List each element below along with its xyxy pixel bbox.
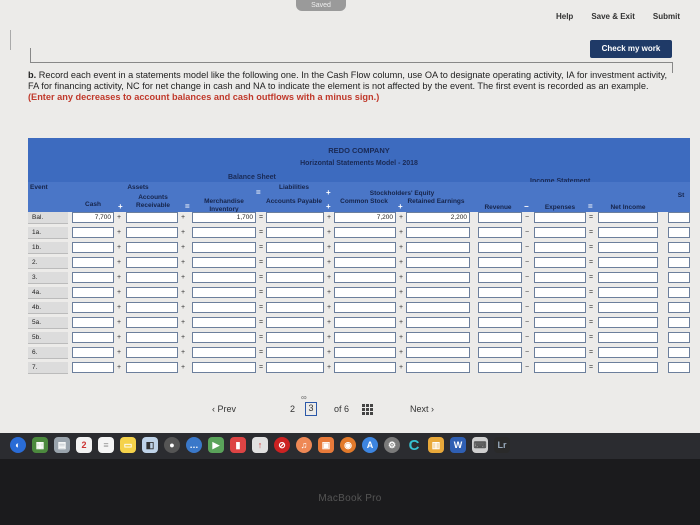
table-row <box>28 257 690 269</box>
operator-symbol: = <box>258 229 264 236</box>
operator-symbol: = <box>588 304 594 311</box>
balance-sheet-title: Balance Sheet <box>228 174 276 181</box>
common-stock-header: Common Stock <box>340 198 388 205</box>
re-input[interactable] <box>406 227 470 238</box>
rev-input[interactable] <box>478 257 522 268</box>
operator-symbol: − <box>524 274 530 281</box>
operator-symbol: + <box>398 244 404 251</box>
operator-symbol: + <box>180 259 186 266</box>
operator-symbol: + <box>116 319 122 326</box>
operator-symbol: + <box>180 244 186 251</box>
operator-symbol: = <box>258 319 264 326</box>
operator-symbol: + <box>116 214 122 221</box>
cash-input[interactable]: 7,700 <box>72 212 114 223</box>
table-row <box>28 272 690 284</box>
equals-operator: = <box>185 202 190 211</box>
operator-symbol: + <box>398 304 404 311</box>
operator-symbol: + <box>326 244 332 251</box>
instructions-warning: (Enter any decreases to account balances and cash outflows with a minus sign.) <box>28 92 380 102</box>
ar-input[interactable] <box>126 287 178 298</box>
photo-booth-icon[interactable]: ◉ <box>340 437 356 453</box>
inv-input[interactable] <box>192 302 256 313</box>
ni-input[interactable] <box>598 242 658 253</box>
stickies-icon[interactable]: ▭ <box>120 437 136 453</box>
prev-button[interactable]: ‹ Prev <box>212 404 237 414</box>
equals-operator: = <box>256 188 261 197</box>
page-total: of 6 <box>334 404 350 414</box>
operator-symbol: = <box>588 244 594 251</box>
plus-operator: + <box>326 188 331 197</box>
operator-symbol: + <box>116 364 122 371</box>
ar-input[interactable] <box>126 347 178 358</box>
ap-input[interactable] <box>266 332 324 343</box>
exp-input[interactable] <box>534 227 586 238</box>
operator-symbol: + <box>326 304 332 311</box>
inv-input[interactable] <box>192 332 256 343</box>
ap-input[interactable] <box>266 287 324 298</box>
cash-input[interactable] <box>72 227 114 238</box>
operator-symbol: + <box>398 364 404 371</box>
part-label: b. <box>28 70 37 80</box>
exp-input[interactable] <box>534 332 586 343</box>
cs-input[interactable]: 7,200 <box>334 212 396 223</box>
cs-input[interactable] <box>334 347 396 358</box>
cash-header: Cash <box>85 201 101 208</box>
company-name: REDO COMPANY <box>328 146 390 155</box>
ni-input[interactable] <box>598 272 658 283</box>
operator-symbol: + <box>116 334 122 341</box>
table-row <box>28 212 690 224</box>
operator-symbol: + <box>398 214 404 221</box>
operator-symbol: − <box>524 259 530 266</box>
operator-symbol: + <box>398 259 404 266</box>
ni-input[interactable] <box>598 287 658 298</box>
ni-input[interactable] <box>598 332 658 343</box>
ar-input[interactable] <box>126 302 178 313</box>
operator-symbol: = <box>588 364 594 371</box>
operator-symbol: + <box>398 349 404 356</box>
re-input[interactable] <box>406 287 470 298</box>
contacts-icon[interactable]: ▤ <box>54 437 70 453</box>
operator-symbol: + <box>326 364 332 371</box>
operator-symbol: − <box>524 364 530 371</box>
operator-symbol: − <box>524 214 530 221</box>
next-label: Next <box>410 404 429 414</box>
cash-flow-input[interactable] <box>668 272 690 283</box>
ap-input[interactable] <box>266 272 324 283</box>
event-label: 1b. <box>28 242 68 254</box>
rev-input[interactable] <box>478 272 522 283</box>
event-label: 3. <box>28 272 68 284</box>
operator-symbol: + <box>326 319 332 326</box>
inv-input[interactable] <box>192 317 256 328</box>
ar-input[interactable] <box>126 362 178 373</box>
re-input[interactable] <box>406 317 470 328</box>
cs-input[interactable] <box>334 272 396 283</box>
cs-input[interactable] <box>334 302 396 313</box>
cash-input[interactable] <box>72 362 114 373</box>
operator-symbol: + <box>180 319 186 326</box>
exp-input[interactable] <box>534 242 586 253</box>
re-input[interactable] <box>406 257 470 268</box>
rev-input[interactable] <box>478 362 522 373</box>
answer-bracket <box>30 48 673 63</box>
operator-symbol: + <box>180 349 186 356</box>
operator-symbol: + <box>180 304 186 311</box>
ap-input[interactable] <box>266 302 324 313</box>
table-row <box>28 242 690 254</box>
cash-flow-input[interactable] <box>668 212 690 223</box>
event-label: 1a. <box>28 227 68 239</box>
ap-input[interactable] <box>266 242 324 253</box>
saved-indicator: Saved <box>296 0 346 11</box>
ni-input[interactable] <box>598 227 658 238</box>
accounts-receivable-header: Accounts Receivable <box>136 194 170 209</box>
inv-input[interactable] <box>192 287 256 298</box>
cash-flow-input[interactable] <box>668 242 690 253</box>
event-label: 4a. <box>28 287 68 299</box>
ap-input[interactable] <box>266 347 324 358</box>
event-label: 2. <box>28 257 68 269</box>
ap-input[interactable] <box>266 362 324 373</box>
assets-header: Assets <box>127 184 149 191</box>
exp-input[interactable] <box>534 287 586 298</box>
operator-symbol: + <box>398 319 404 326</box>
operator-symbol: + <box>180 364 186 371</box>
operator-symbol: = <box>588 334 594 341</box>
operator-symbol: + <box>116 274 122 281</box>
ar-input[interactable] <box>126 212 178 223</box>
operator-symbol: − <box>524 349 530 356</box>
table-row <box>28 347 690 359</box>
system-preferences-icon[interactable]: ⚙ <box>384 437 400 453</box>
table-row <box>28 227 690 239</box>
calendar-icon[interactable]: 2 <box>76 437 92 453</box>
page-2-link[interactable]: 2 <box>290 404 296 414</box>
cs-input[interactable] <box>334 317 396 328</box>
cash-input[interactable] <box>72 242 114 253</box>
cash-flow-input[interactable] <box>668 332 690 343</box>
ar-input[interactable] <box>126 272 178 283</box>
operator-symbol: = <box>258 304 264 311</box>
operator-symbol: + <box>398 229 404 236</box>
cash-input[interactable] <box>72 287 114 298</box>
dock-icons <box>10 435 690 455</box>
operator-symbol: = <box>258 349 264 356</box>
inv-input[interactable]: 1,700 <box>192 212 256 223</box>
inv-input[interactable] <box>192 227 256 238</box>
operator-symbol: + <box>326 214 332 221</box>
operator-symbol: = <box>588 349 594 356</box>
photos-icon[interactable]: ▦ <box>32 437 48 453</box>
operator-symbol: − <box>524 244 530 251</box>
ni-input[interactable] <box>598 347 658 358</box>
statements-model-table <box>28 138 690 388</box>
operator-symbol: + <box>398 289 404 296</box>
rev-input[interactable] <box>478 227 522 238</box>
keyboard-icon[interactable]: ⌨ <box>472 437 488 453</box>
rev-input[interactable] <box>478 317 522 328</box>
ap-input[interactable] <box>266 257 324 268</box>
check-my-work-button[interactable]: Check my work <box>590 40 672 58</box>
inv-input[interactable] <box>192 272 256 283</box>
inv-input[interactable] <box>192 362 256 373</box>
expenses-header: Expenses <box>544 204 576 211</box>
ni-input[interactable] <box>598 362 658 373</box>
re-input[interactable] <box>406 242 470 253</box>
inv-input[interactable] <box>192 257 256 268</box>
plus-operator: + <box>398 202 403 211</box>
re-input[interactable] <box>406 332 470 343</box>
re-input[interactable] <box>406 302 470 313</box>
table-row <box>28 332 690 344</box>
cs-input[interactable] <box>334 227 396 238</box>
plus-operator: + <box>118 202 123 211</box>
cisco-icon[interactable]: C <box>408 436 420 454</box>
operator-symbol: + <box>326 259 332 266</box>
ni-input[interactable] <box>598 317 658 328</box>
net-income-header: Net Income <box>610 204 646 211</box>
operator-symbol: = <box>588 229 594 236</box>
rev-input[interactable] <box>478 212 522 223</box>
ni-input[interactable] <box>598 257 658 268</box>
notes-icon[interactable]: ≡ <box>98 437 114 453</box>
cs-input[interactable] <box>334 362 396 373</box>
operator-symbol: = <box>258 259 264 266</box>
books-icon[interactable]: ▮ <box>230 437 246 453</box>
ar-input[interactable] <box>126 227 178 238</box>
device-label: MacBook Pro <box>318 493 382 504</box>
operator-symbol: − <box>524 289 530 296</box>
liabilities-header: Liabilities <box>279 184 309 191</box>
operator-symbol: = <box>258 364 264 371</box>
exp-input[interactable] <box>534 362 586 373</box>
rev-input[interactable] <box>478 302 522 313</box>
pinned-app-icon[interactable]: ↑ <box>252 437 268 453</box>
equals-operator: = <box>588 202 593 211</box>
statement-of-cash-flows-header: St <box>677 192 685 199</box>
cash-flow-input[interactable] <box>668 362 690 373</box>
cash-flow-input[interactable] <box>668 302 690 313</box>
chart-icon[interactable]: ▥ <box>428 437 444 453</box>
operator-symbol: = <box>258 289 264 296</box>
ar-input[interactable] <box>126 317 178 328</box>
operator-symbol: = <box>258 274 264 281</box>
prev-label: Prev <box>217 404 237 414</box>
submit-link[interactable]: Submit <box>652 12 680 21</box>
operator-symbol: = <box>588 259 594 266</box>
operator-symbol: + <box>326 349 332 356</box>
cash-input[interactable] <box>72 317 114 328</box>
operator-symbol: + <box>326 274 332 281</box>
stockholders-equity-header: Stockholders' Equity <box>369 190 435 197</box>
page-3-current[interactable]: 3 <box>305 402 317 416</box>
table-row <box>28 302 690 314</box>
operator-symbol: = <box>588 319 594 326</box>
event-label: 6. <box>28 347 68 359</box>
model-title: Horizontal Statements Model - 2018 <box>300 160 418 167</box>
no-entry-icon[interactable]: ⊘ <box>274 437 290 453</box>
chat-icon[interactable]: … <box>186 437 202 453</box>
operator-symbol: + <box>116 349 122 356</box>
sharing-icon[interactable]: ● <box>164 437 180 453</box>
cs-input[interactable] <box>334 287 396 298</box>
plus-operator: + <box>326 202 331 211</box>
operator-symbol: + <box>180 334 186 341</box>
cash-flow-input[interactable] <box>668 227 690 238</box>
inv-input[interactable] <box>192 242 256 253</box>
itunes-icon[interactable]: ♫ <box>296 437 312 453</box>
rev-input[interactable] <box>478 287 522 298</box>
ar-input[interactable] <box>126 242 178 253</box>
re-input[interactable] <box>406 272 470 283</box>
operator-symbol: − <box>524 319 530 326</box>
operator-symbol: + <box>180 214 186 221</box>
ap-input[interactable] <box>266 212 324 223</box>
exp-input[interactable] <box>534 317 586 328</box>
table-row <box>28 287 690 299</box>
operator-symbol: − <box>524 229 530 236</box>
exp-input[interactable] <box>534 302 586 313</box>
cs-input[interactable] <box>334 257 396 268</box>
operator-symbol: + <box>398 274 404 281</box>
operator-symbol: + <box>180 229 186 236</box>
operator-symbol: = <box>588 274 594 281</box>
table-row <box>28 362 690 374</box>
operator-symbol: = <box>258 334 264 341</box>
ibooks-icon[interactable]: ▣ <box>318 437 334 453</box>
re-input[interactable] <box>406 347 470 358</box>
top-nav <box>556 12 680 21</box>
event-label: 5b. <box>28 332 68 344</box>
cash-input[interactable] <box>72 347 114 358</box>
event-label: 4b. <box>28 302 68 314</box>
exp-input[interactable] <box>534 257 586 268</box>
operator-symbol: + <box>326 334 332 341</box>
operator-symbol: + <box>116 259 122 266</box>
cash-input[interactable] <box>72 332 114 343</box>
left-rail <box>0 30 11 50</box>
minus-operator: − <box>524 202 529 211</box>
ap-input[interactable] <box>266 227 324 238</box>
help-link[interactable]: Help <box>555 12 574 21</box>
instructions-text: Record each event in a statements model like the following one. In the Cash Flow column, use OA to designate operating activity, IA for investment activity, FA for financing activity, NC for net change in cash and NA to indicate the element is not affected by the event. The first event is recorded as an example. <box>28 70 668 91</box>
pagination <box>0 393 700 416</box>
cs-input[interactable] <box>334 332 396 343</box>
operator-symbol: = <box>588 289 594 296</box>
cash-flow-input[interactable] <box>668 287 690 298</box>
ar-input[interactable] <box>126 257 178 268</box>
ni-input[interactable] <box>598 302 658 313</box>
operator-symbol: + <box>180 274 186 281</box>
operator-symbol: + <box>326 289 332 296</box>
word-icon[interactable]: W <box>450 437 466 453</box>
safari-icon[interactable]: ◐ <box>10 437 26 453</box>
operator-symbol: + <box>180 289 186 296</box>
operator-symbol: − <box>524 334 530 341</box>
cash-flow-input[interactable] <box>668 257 690 268</box>
exp-input[interactable] <box>534 212 586 223</box>
re-input[interactable] <box>406 362 470 373</box>
lightroom-icon[interactable]: Lr <box>494 437 510 453</box>
operator-symbol: + <box>116 304 122 311</box>
event-label: 5a. <box>28 317 68 329</box>
operator-symbol: = <box>258 214 264 221</box>
cash-input[interactable] <box>72 302 114 313</box>
operator-symbol: − <box>524 304 530 311</box>
retained-earnings-header: Retained Earnings <box>407 198 465 205</box>
accounts-payable-header: Accounts Payable <box>266 198 322 205</box>
app-store-icon[interactable]: A <box>362 437 378 453</box>
event-label: 7. <box>28 362 68 374</box>
re-input[interactable]: 2,200 <box>406 212 470 223</box>
operator-symbol: + <box>116 289 122 296</box>
operator-symbol: + <box>326 229 332 236</box>
exp-input[interactable] <box>534 272 586 283</box>
facetime-icon[interactable]: ▶ <box>208 437 224 453</box>
operator-symbol: = <box>258 244 264 251</box>
exp-input[interactable] <box>534 347 586 358</box>
rev-input[interactable] <box>478 242 522 253</box>
preview-icon[interactable]: ◧ <box>142 437 158 453</box>
cash-flow-input[interactable] <box>668 317 690 328</box>
instructions <box>28 70 668 103</box>
next-button[interactable]: Next › <box>410 404 435 414</box>
table-row <box>28 317 690 329</box>
save-exit-link[interactable]: Save & Exit <box>591 12 635 21</box>
event-header: Event <box>30 184 48 191</box>
cs-input[interactable] <box>334 242 396 253</box>
link-icon: ∞ <box>301 393 307 402</box>
ar-input[interactable] <box>126 332 178 343</box>
operator-symbol: = <box>588 214 594 221</box>
ap-input[interactable] <box>266 317 324 328</box>
grid-icon[interactable] <box>362 404 372 414</box>
rev-input[interactable] <box>478 332 522 343</box>
rev-input[interactable] <box>478 347 522 358</box>
operator-symbol: + <box>116 244 122 251</box>
ni-input[interactable] <box>598 212 658 223</box>
cash-input[interactable] <box>72 257 114 268</box>
cash-flow-input[interactable] <box>668 347 690 358</box>
cash-input[interactable] <box>72 272 114 283</box>
operator-symbol: + <box>116 229 122 236</box>
revenue-header: Revenue <box>484 204 512 211</box>
operator-symbol: + <box>398 334 404 341</box>
inv-input[interactable] <box>192 347 256 358</box>
event-label: Bal. <box>28 212 68 224</box>
merchandise-inventory-header: Merchandise Inventory <box>204 198 244 213</box>
